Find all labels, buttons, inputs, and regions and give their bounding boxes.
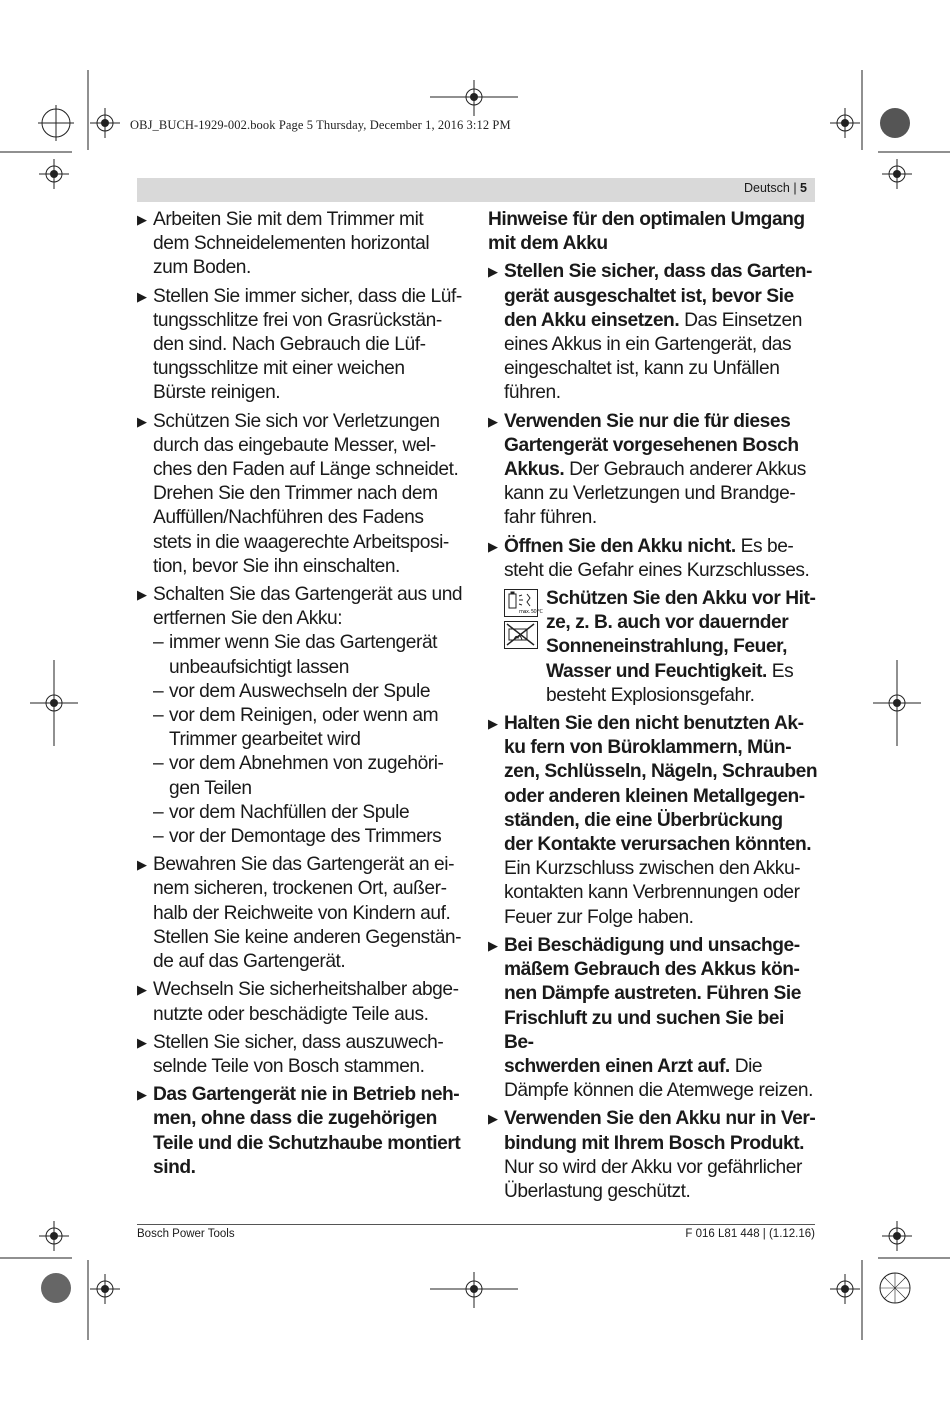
list-item: ▶ Verwenden Sie den Akku nur in Ver- bindung mit Ihrem Bosch Produkt. Nur so wird der Akku vor gefährlicher Überlastung geschützt.: [488, 1108, 816, 1202]
section-heading: Hinweise für den optimalen Umgang mit dem Akku: [488, 209, 805, 255]
bullet-arrow-icon: ▶: [137, 587, 147, 603]
dash-item: – vor dem Reinigen, oder wenn am Trimmer gearbeitet wird: [153, 705, 439, 751]
dash-item: – immer wenn Sie das Gartengerät unbeaufsichtigt lassen: [153, 632, 438, 678]
footer-brand: Bosch Power Tools: [137, 1228, 235, 1240]
list-item: ▶ Halten Sie den nicht benutzten Ak- ku fern von Büroklammern, Mün- zen, Schlüsseln, Nägeln, Schrauben oder anderen kleinen Metallgegen- ständen, die eine Überbrückung der Kontakte verursachen könnten. Ein Kurzschluss zwischen den Akku- kontakten kann Verbrennungen oder Feuer zur Folge haben.: [488, 713, 818, 928]
dash-item: – vor dem Abnehmen von zugehöri- gen Teilen: [153, 753, 444, 799]
list-item: ▶ Schützen Sie sich vor Verletzungen durch das eingebaute Messer, wel- ches den Faden auf Länge schneidet. Drehen Sie den Trimmer nach dem Auffüllen/Nachführen des Fadens stets in die waagerechte Arbeitsposi- tion, bevor Sie ihn einschalten.: [137, 410, 459, 577]
print-info-line: OBJ_BUCH-1929-002.book Page 5 Thursday, December 1, 2016 3:12 PM: [130, 118, 511, 132]
list-item: ▶ Stellen Sie immer sicher, dass die Lüf- tungsschlitze frei von Grasrückstän- den sind. Nach Gebrauch die Lüf- tungsschlitze mit einer weichen Bürste reinigen.: [137, 285, 462, 404]
header-label: [744, 181, 807, 195]
list-item-warning: ▶ Das Gartengerät nie in Betrieb neh- men, ohne dass die zugehörigen Teile und die Schutzhaube montiert sind.: [137, 1084, 461, 1178]
svg-text:max. 50 °C: max. 50 °C: [519, 609, 543, 616]
no-water-fire-icon: [504, 621, 538, 649]
footer-doc-number: F 016 L81 448 | (1.12.16): [685, 1228, 815, 1240]
footer-rule: [137, 1224, 815, 1225]
header-separator: |: [793, 181, 797, 195]
dash-item: – vor dem Nachfüllen der Spule: [153, 801, 410, 823]
header-bar: [137, 178, 815, 202]
heat-warning-item: max. 50 °C Schützen Sie den Akku vor Hit- ze, z. B. auch vor dauernder Sonneneinstrahlung, Feuer, Wasser und Feuchtigkeit. Es besteht Explosionsgefahr.: [488, 587, 818, 708]
dash-item: – vor dem Auswechseln der Spule: [153, 680, 431, 702]
list-item: ▶ Arbeiten Sie mit dem Trimmer mit dem Schneidelementen horizontal zum Boden.: [137, 209, 430, 279]
max-temperature-icon: [504, 589, 543, 617]
bullet-arrow-icon: ▶: [137, 857, 147, 873]
list-item: ▶ Stellen Sie sicher, dass auszuwech- selnde Teile von Bosch stammen.: [137, 1031, 444, 1077]
page-number: 5: [800, 181, 807, 195]
left-column: [137, 208, 469, 1184]
bullet-arrow-icon: ▶: [488, 264, 498, 280]
bullet-arrow-icon: ▶: [137, 212, 147, 227]
list-item: ▶ Stellen Sie sicher, dass das Garten- gerät ausgeschaltet ist, bevor Sie den Akku einsetzen. Das Einsetzen eines Akkus in ein Gartengerät, das eingeschaltet ist, kann zu Unfällen führen.: [488, 261, 813, 404]
bullet-arrow-icon: ▶: [488, 716, 498, 732]
list-item: ▶ Bei Beschädigung und unsachge- mäßem Gebrauch des Akkus kön- nen Dämpfe austreten. Führen Sie Frischluft zu und suchen Sie bei Be- schwerden einen Arzt auf. Die Dämpfe können die Atemwege reizen.: [488, 934, 813, 1102]
bullet-arrow-icon: ▶: [488, 1111, 498, 1127]
bullet-arrow-icon: ▶: [137, 288, 147, 304]
list-item: ▶ Öffnen Sie den Akku nicht. Es be- steht die Gefahr eines Kurzschlusses.: [488, 535, 810, 581]
bullet-arrow-icon: ▶: [137, 413, 147, 429]
bullet-arrow-icon: ▶: [488, 538, 498, 554]
bullet-arrow-icon: ▶: [137, 1034, 147, 1050]
dash-item: – vor der Demontage des Trimmers: [153, 826, 442, 848]
list-item: ▶ Schalten Sie das Gartengerät aus und ertfernen Sie den Akku: – immer wenn Sie das Gartengerät unbeaufsichtigt lassen – vor dem Auswechseln der Spule – vor dem Reinigen, oder wenn am Trimmer gearbeitet wird – vor dem Abnehmen von zugehöri- gen Teilen – vor dem Nachfüllen der Spule – vor der Demontage des Trimmers: [137, 583, 469, 849]
list-item: ▶ Verwenden Sie nur die für dieses Gartengerät vorgesehenen Bosch Akkus. Der Gebrauch anderer Akkus kann zu Verletzungen und Brandge- fahr führen.: [488, 410, 806, 529]
header-language: Deutsch: [743, 181, 790, 195]
list-item: ▶ Wechseln Sie sicherheitshalber abge- nutzte oder beschädigte Teile aus.: [137, 979, 459, 1025]
bullet-arrow-icon: ▶: [137, 1087, 147, 1103]
list-item: ▶ Bewahren Sie das Gartengerät an ei- nem sicheren, trockenen Ort, außer- halb der Reichweite von Kindern auf. Stellen Sie keine anderen Gegenstän- de auf das Gartengerät.: [137, 854, 462, 973]
bullet-arrow-icon: ▶: [137, 982, 147, 998]
bullet-arrow-icon: ▶: [488, 413, 498, 429]
right-column: [488, 208, 818, 1208]
bullet-arrow-icon: ▶: [488, 937, 498, 953]
